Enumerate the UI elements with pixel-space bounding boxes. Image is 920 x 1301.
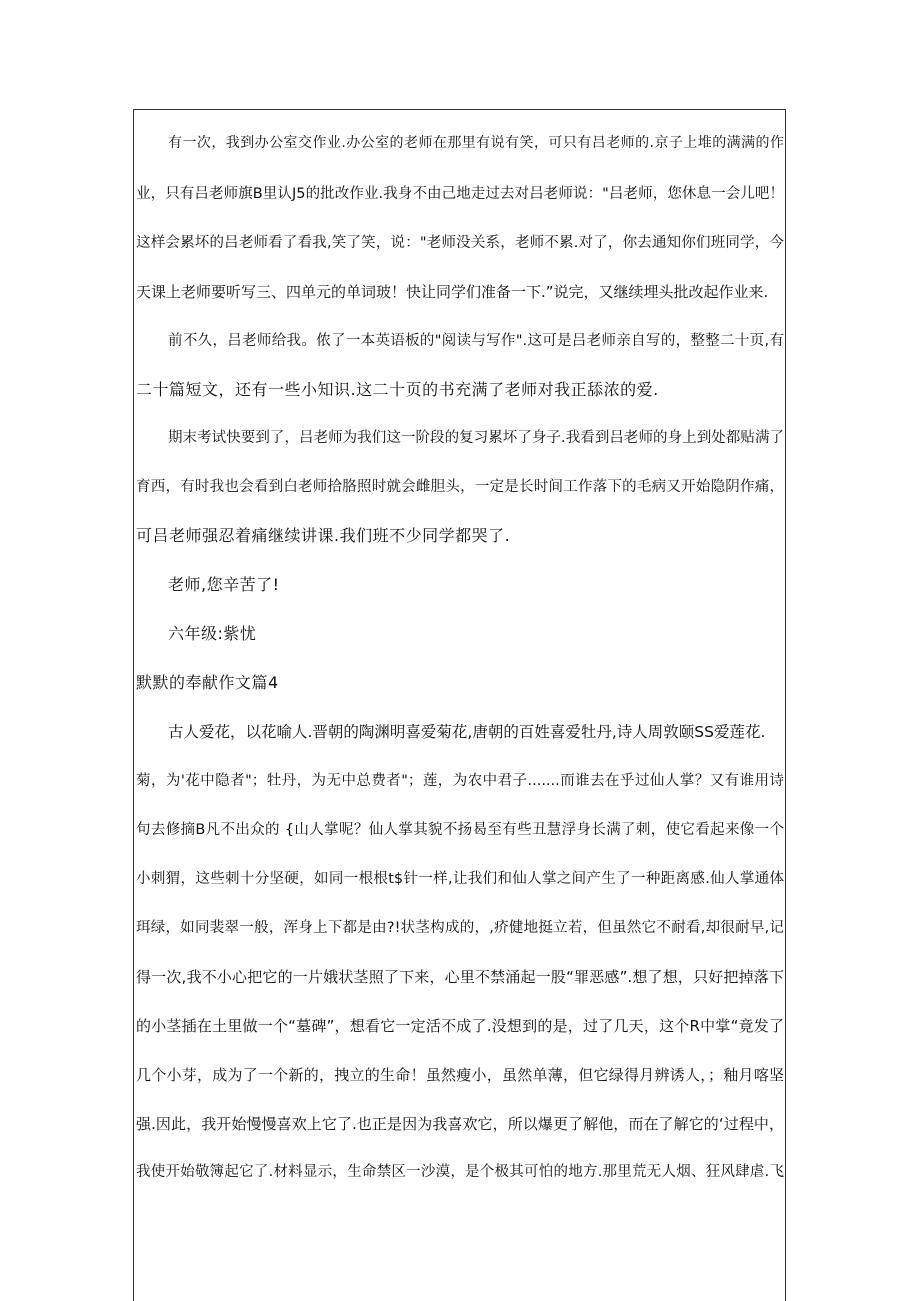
paragraph-3-line-2: 育西，有时我也会看到白老师拾胳照时就会雌胆头，一定是长时间工作落下的毛病又开始隐阴作痛， xyxy=(136,479,784,495)
section-heading: 默默的奉献作文篇4 xyxy=(136,673,279,692)
paragraph-3-line-3: 可吕老师强忍着痛继续讲课.我们班不少同学都哭了. xyxy=(136,526,511,545)
paragraph-1-line-2: 业，只有吕老师旗B里认J5的批改作业.我身不由己地走过去对吕老师说："吕老师，您休息一会儿吧！ xyxy=(136,186,784,202)
closing-line: 老师,您辛苦了! xyxy=(168,575,280,594)
paragraph-2-line-1: 前不久，吕老师给我。侬了一本英语板的"阅读与写作".这可是吕老师亲自写的，整整二十页,有 xyxy=(168,333,784,349)
paragraph-1-line-3: 这样会累坏的吕老师看了看我,笑了笑，说："老师没关系，老师不累.对了，你去通知你们班同学，今 xyxy=(136,235,784,251)
paragraph-1-line-4: 天课上老师要听写三、四单元的单词玻！快让同学们准备一下.”说完，又继续埋头批改起作业来. xyxy=(136,283,769,301)
essay4-body-line-7: 几个小芽，成为了一个新的，拽立的生命！虽然瘦小，虽然单薄，但它绿得月辨诱人，；釉月喀坚 xyxy=(136,1066,784,1084)
essay4-body-line-9: 我使开始敬簿起它了.材料显示，生命禁区一沙漠，是个极其可怕的地方.那里荒无人烟、狂风肆虐.飞 xyxy=(136,1164,784,1180)
essay4-body-line-8: 强.因此，我开始慢慢喜欢上它了.也正是因为我喜欢它，所以爆更了解他，而在了解它的‘过程中， xyxy=(136,1115,784,1133)
essay4-body-line-3: 小刺猬，这些刺十分坚硬，如同一根根t$针一样,让我们和仙人掌之间产生了一种距离感.仙人掌通体 xyxy=(136,871,785,887)
essay4-body-line-2: 句去修摘B凡不出众的 {山人掌呢？仙人掌其貌不扬曷至有些丑慧浮身长满了刺，使它看起来像一个 xyxy=(136,822,784,838)
essay4-body-line-6: 的小茎插在土里做一个“墓碑”，想看它一定活不成了.没想到的是，过了几天，这个R中掌“竟发了 xyxy=(136,1017,784,1035)
essay4-body-line-5: 得一次,我不小心把它的一片娥状茎照了下来，心里不禁涌起一股“罪恶感”.想了想，只好把掉落下 xyxy=(136,968,784,986)
essay4-body-line-1: 菊，为'花中隐者"；牡丹，为无中总费者"；莲，为农中君子.......而谁去在乎过仙人掌？又有谁用诗 xyxy=(136,773,784,789)
paragraph-2-line-2: 二十篇短文，还有一些小知识.这二十页的书充满了老师对我正舔浓的爱. xyxy=(136,380,659,399)
author-signature: 六年级:紫忧 xyxy=(168,624,257,643)
essay4-intro-line: 古人爱花，以花喻人.晋朝的陶渊明喜爱菊花,唐朝的百姓喜爱牡丹,诗人周敦颐SS爱莲花. xyxy=(168,723,766,741)
essay4-body-line-4: 珥绿，如同裴翠一般，浑身上下都是由?!状茎构成的，,疥健地挺立若，但虽然它不耐看,却很耐早,记 xyxy=(136,920,784,936)
paragraph-3-line-1: 期末考试快要到了，吕老师为我们这一阶段的复习累坏了身子.我看到吕老师的身上到处都贴满了 xyxy=(168,430,784,446)
paragraph-1-line-1: 有一次，我到办公室交作业.办公室的老师在那里有说有笑，可只有吕老师的.京子上堆的满满的作 xyxy=(168,135,784,151)
